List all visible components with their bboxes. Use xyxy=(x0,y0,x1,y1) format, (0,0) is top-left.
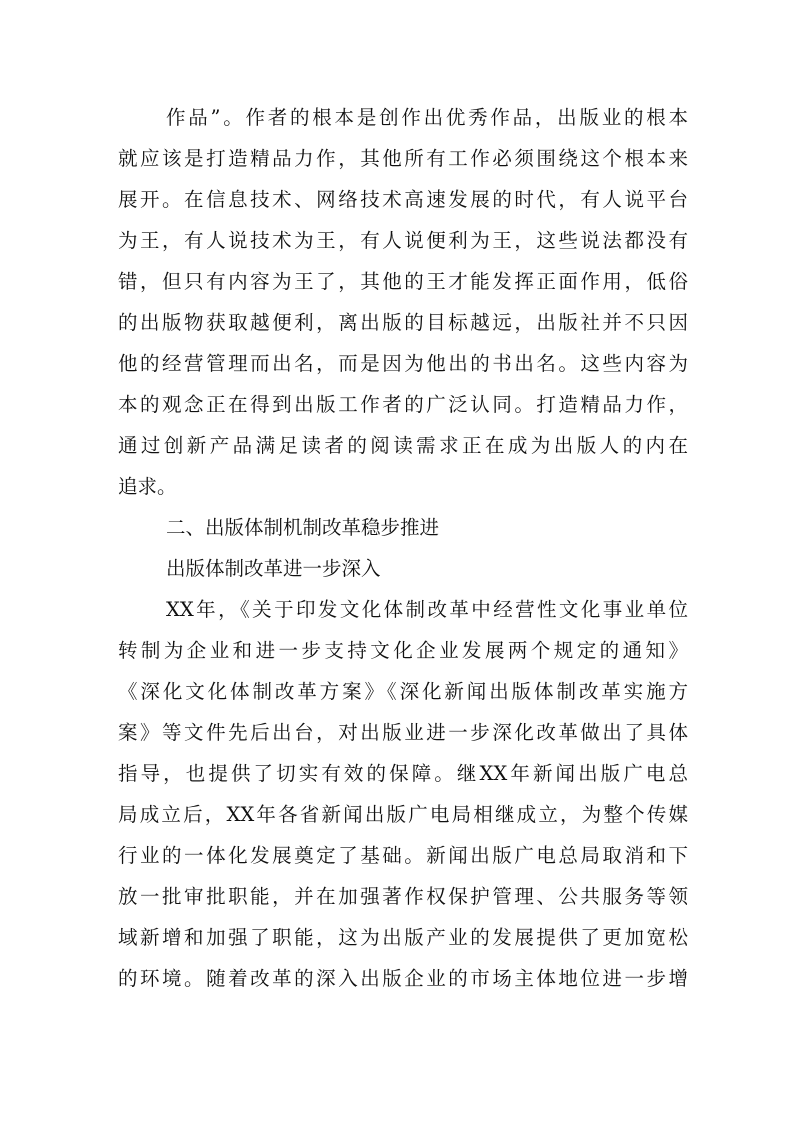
paragraph-2-line: 行业的一体化发展奠定了基础。新闻出版广电总局取消和下 xyxy=(118,844,688,867)
paragraph-2-line: XX年，《关于印发文化体制改革中经营性文化事业单位 xyxy=(166,598,688,621)
paragraph-1-line: 追求。 xyxy=(118,475,177,498)
subheading: 出版体制改革进一步深入 xyxy=(166,557,381,580)
paragraph-1-line: 本的观念正在得到出版工作者的广泛认同。打造精品力作， xyxy=(118,393,688,416)
paragraph-2-line: 案》等文件先后出台，对出版业进一步深化改革做出了具体 xyxy=(118,721,688,744)
paragraph-2-line: 指导，也提供了切实有效的保障。继XX年新闻出版广电总 xyxy=(118,762,688,785)
paragraph-2-line: 放一批审批职能，并在加强著作权保护管理、公共服务等领 xyxy=(118,885,688,908)
paragraph-1-line: 展开。在信息技术、网络技术高速发展的时代，有人说平台 xyxy=(118,188,688,211)
paragraph-1-line: 就应该是打造精品力作，其他所有工作必须围绕这个根本来 xyxy=(118,147,688,170)
paragraph-1-line: 通过创新产品满足读者的阅读需求正在成为出版人的内在 xyxy=(118,434,688,457)
paragraph-1-line: 错，但只有内容为王了，其他的王才能发挥正面作用，低俗 xyxy=(118,270,688,293)
paragraph-2-line: 域新增和加强了职能，这为出版产业的发展提供了更加宽松 xyxy=(118,926,688,949)
document-body xyxy=(118,97,688,999)
paragraph-1-line: 的出版物获取越便利，离出版的目标越远，出版社并不只因 xyxy=(118,311,688,334)
paragraph-2-line: 的环境。随着改革的深入出版企业的市场主体地位进一步增 xyxy=(118,967,688,990)
paragraph-1-line: 为王，有人说技术为王，有人说便利为王，这些说法都没有 xyxy=(118,229,688,252)
paragraph-2-line: 转制为企业和进一步支持文化企业发展两个规定的通知》 xyxy=(118,639,688,662)
section-heading: 二、出版体制机制改革稳步推进 xyxy=(166,516,440,539)
paragraph-1-line: 他的经营管理而出名，而是因为他出的书出名。这些内容为 xyxy=(118,352,688,375)
paragraph-2-line: 《深化文化体制改革方案》《深化新闻出版体制改革实施方 xyxy=(118,680,688,703)
paragraph-1-line: 作品”。作者的根本是创作出优秀作品，出版业的根本 xyxy=(166,106,688,129)
paragraph-2-line: 局成立后，XX年各省新闻出版广电局相继成立，为整个传媒 xyxy=(118,803,688,826)
